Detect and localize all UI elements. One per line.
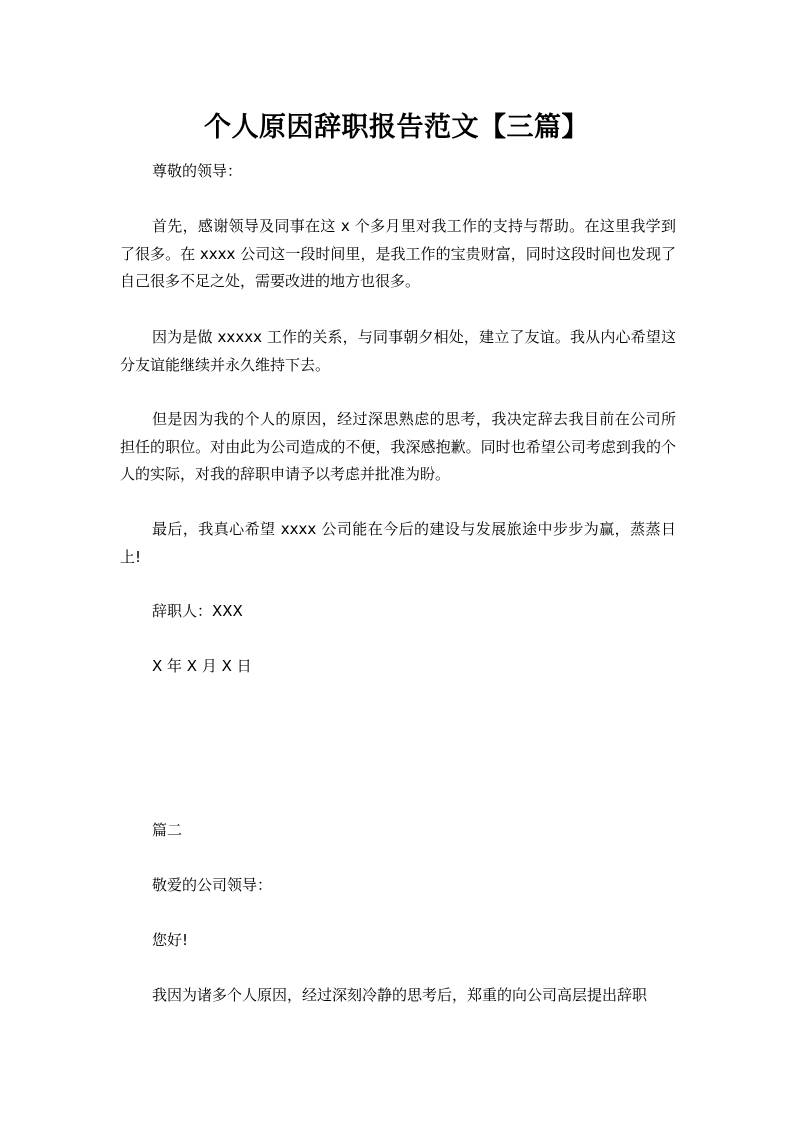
date-line: X 年 X 月 X 日 <box>152 657 252 675</box>
greeting-part-two: 您好! <box>152 931 189 949</box>
salutation: 尊敬的领导： <box>152 162 243 180</box>
body-paragraph-resignation: 但是因为我的个人的原因，经过深思熟虑的思考，我决定辞去我目前在公司所担任的职位。对由此为公司造成的不便，我深感抱歉。同时也希望公司考虑到我的个人的实际，对我的辞职申请予以考虑并批准为盼。 <box>120 410 676 483</box>
body-paragraph-friendship: 因为是做 xxxxx 工作的关系，与同事朝夕相处，建立了友谊。我从内心希望这分友谊能继续并永久维持下去。 <box>120 328 676 374</box>
salutation-part-two: 敬爱的公司领导： <box>152 876 273 894</box>
body-paragraph-closing: 最后，我真心希望 xxxx 公司能在今后的建设与发展旅途中步步为赢，蒸蒸日上! <box>120 520 676 566</box>
body-paragraph-gratitude: 首先，感谢领导及同事在这 x 个多月里对我工作的支持与帮助。在这里我学到了很多。在 xxxx 公司这一段时间里，是我工作的宝贵财富，同时这段时间也发现了自己很多不足之处，需要改进的地方也很多。 <box>120 217 676 290</box>
body-paragraph-part-two: 我因为诸多个人原因，经过深刻冷静的思考后，郑重的向公司高层提出辞职 <box>152 986 648 1004</box>
signature-line: 辞职人：XXX <box>152 602 243 620</box>
document-title: 个人原因辞职报告范文【三篇】 <box>204 112 589 143</box>
section-heading-part-two: 篇二 <box>152 821 183 839</box>
